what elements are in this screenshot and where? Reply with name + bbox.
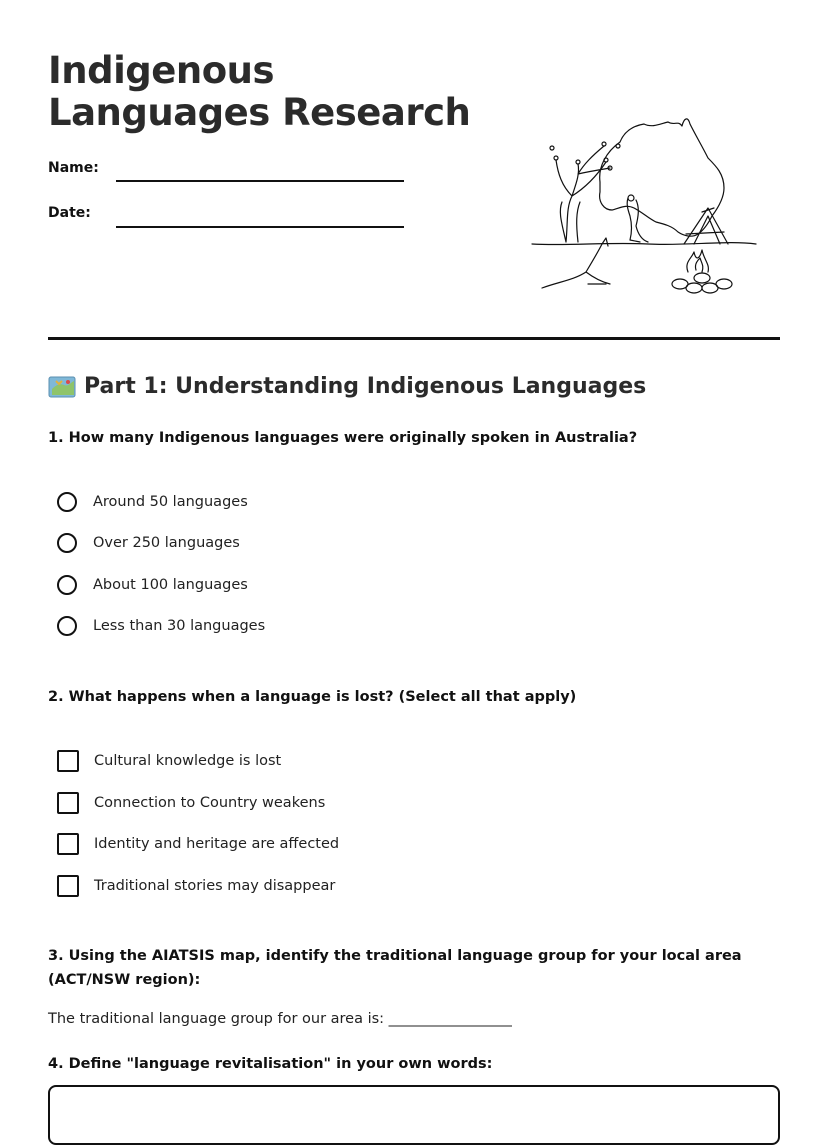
- q2-option-3[interactable]: [57, 833, 339, 855]
- q3-answer-line[interactable]: The traditional language group for our area is: _________________: [48, 1011, 512, 1027]
- q1-option-2[interactable]: [57, 533, 240, 553]
- radio-button[interactable]: [57, 616, 77, 636]
- checkbox[interactable]: [57, 792, 79, 814]
- q2-option-2[interactable]: [57, 792, 325, 814]
- section-divider: [48, 337, 780, 340]
- option-label: Identity and heritage are affected: [94, 836, 340, 852]
- name-field[interactable]: [116, 180, 404, 182]
- option-label: Around 50 languages: [93, 494, 248, 510]
- q4-answer-box[interactable]: [48, 1085, 780, 1145]
- radio-button[interactable]: [57, 492, 77, 512]
- name-label: Name:: [48, 160, 99, 176]
- q1-option-1[interactable]: [57, 492, 248, 512]
- page-title: Indigenous Languages Research: [48, 49, 471, 134]
- option-label: Connection to Country weakens: [94, 795, 326, 811]
- date-label: Date:: [48, 205, 91, 221]
- q1-option-3[interactable]: [57, 575, 248, 595]
- australia-bush-scene-icon: [528, 112, 760, 302]
- radio-button[interactable]: [57, 575, 77, 595]
- option-label: Cultural knowledge is lost: [94, 753, 282, 769]
- q1-option-4[interactable]: [57, 616, 265, 636]
- question-3: 3. Using the AIATSIS map, identify the traditional language group for your local area (ACT/NSW region):: [48, 948, 742, 988]
- map-icon: [48, 375, 76, 399]
- question-1: 1. How many Indigenous languages were originally spoken in Australia?: [48, 430, 638, 446]
- option-label: Less than 30 languages: [93, 618, 266, 634]
- question-2: 2. What happens when a language is lost? (Select all that apply): [48, 689, 577, 705]
- checkbox[interactable]: [57, 750, 79, 772]
- q2-option-4[interactable]: [57, 875, 335, 897]
- option-label: About 100 languages: [93, 577, 248, 593]
- part1-heading-text: Part 1: Understanding Indigenous Languages: [84, 374, 647, 399]
- question-4: 4. Define "language revitalisation" in your own words:: [48, 1056, 493, 1072]
- checkbox[interactable]: [57, 875, 79, 897]
- option-label: Over 250 languages: [93, 535, 240, 551]
- option-label: Traditional stories may disappear: [94, 878, 336, 894]
- radio-button[interactable]: [57, 533, 77, 553]
- date-field[interactable]: [116, 226, 404, 228]
- q2-option-1[interactable]: [57, 750, 281, 772]
- part1-heading: [48, 374, 646, 399]
- checkbox[interactable]: [57, 833, 79, 855]
